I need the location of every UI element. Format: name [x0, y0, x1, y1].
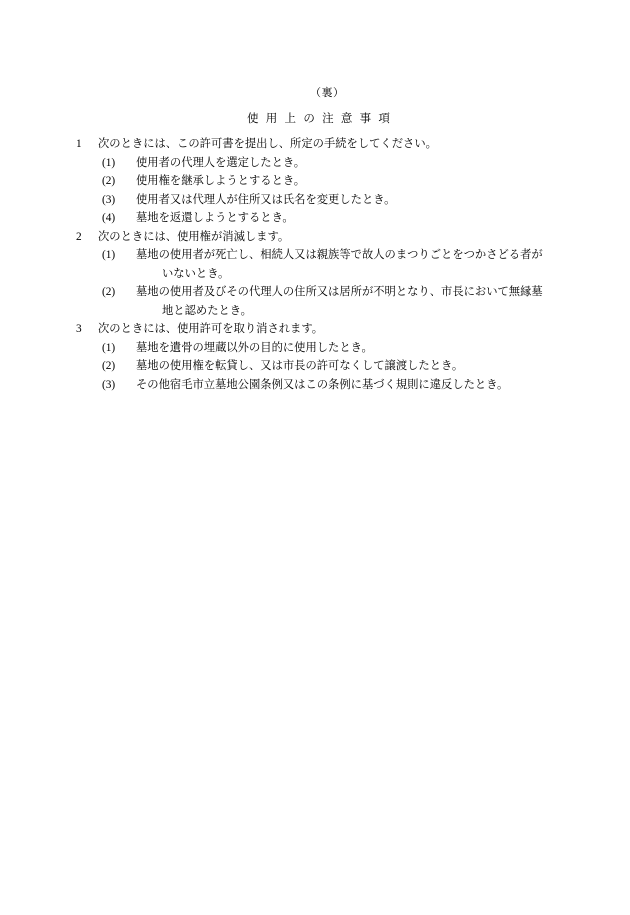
section-heading	[76, 136, 576, 154]
list-item-number: (2)	[102, 175, 116, 187]
list-item-text: 墓地の使用者及びその代理人の住所又は居所が不明となり、市長において無縁墓	[136, 286, 543, 298]
section-text: 次のときには、この許可書を提出し、所定の手続をしてください。	[98, 138, 437, 150]
page-side-mark: （裏）	[310, 87, 345, 99]
section-items	[76, 340, 576, 395]
list-item-number: (3)	[102, 378, 116, 391]
list-item	[76, 247, 576, 265]
section-heading	[76, 321, 576, 339]
section-number: 1	[76, 138, 82, 150]
list-item-number: (1)	[102, 341, 116, 354]
list-item-text: 使用者又は代理人が住所又は氏名を変更したとき。	[136, 193, 396, 206]
list-item	[76, 173, 576, 191]
list-item	[76, 210, 576, 228]
list-item-text: その他宿毛市立墓地公園条例又はこの条例に基づく規則に違反したとき。	[136, 378, 509, 391]
section-items	[76, 247, 576, 320]
section-items	[76, 155, 576, 228]
list-item-text: 使用権を継承しようとするとき。	[136, 175, 306, 187]
list-item-number: (4)	[102, 212, 116, 224]
notice-list	[76, 136, 576, 395]
list-item-number: (2)	[102, 286, 116, 298]
page-title: 使 用 上 の 注 意 事 項	[247, 113, 393, 125]
list-item-text: 墓地を遺骨の埋蔵以外の目的に使用したとき。	[136, 341, 373, 354]
list-item	[76, 358, 576, 376]
section-text: 次のときには、使用権が消滅します。	[98, 230, 290, 243]
list-item-text: 墓地を返還しようとするとき。	[136, 212, 294, 224]
list-item-number: (1)	[102, 156, 116, 169]
list-item	[76, 284, 576, 302]
section-heading	[76, 229, 576, 247]
section-text: 次のときには、使用許可を取り消されます。	[98, 323, 324, 335]
list-item-number: (1)	[102, 249, 116, 261]
list-item	[76, 192, 576, 210]
list-item-text: 墓地の使用権を転貸し、又は市長の許可なくして譲渡したとき。	[136, 360, 464, 372]
section-number: 2	[76, 230, 82, 243]
section-number: 3	[76, 323, 82, 335]
list-item	[76, 377, 576, 395]
list-item-text: 墓地の使用者が死亡し、相続人又は親族等で故人のまつりごとをつかさどる者が	[136, 249, 543, 261]
list-item-continuation: いないとき。	[162, 267, 230, 280]
list-item	[76, 340, 576, 358]
list-item-number: (2)	[102, 360, 116, 372]
list-item-text: 使用者の代理人を選定したとき。	[136, 156, 306, 169]
list-item	[76, 155, 576, 173]
list-item-continuation: 地と認めたとき。	[162, 304, 252, 317]
list-item-number: (3)	[102, 193, 116, 206]
